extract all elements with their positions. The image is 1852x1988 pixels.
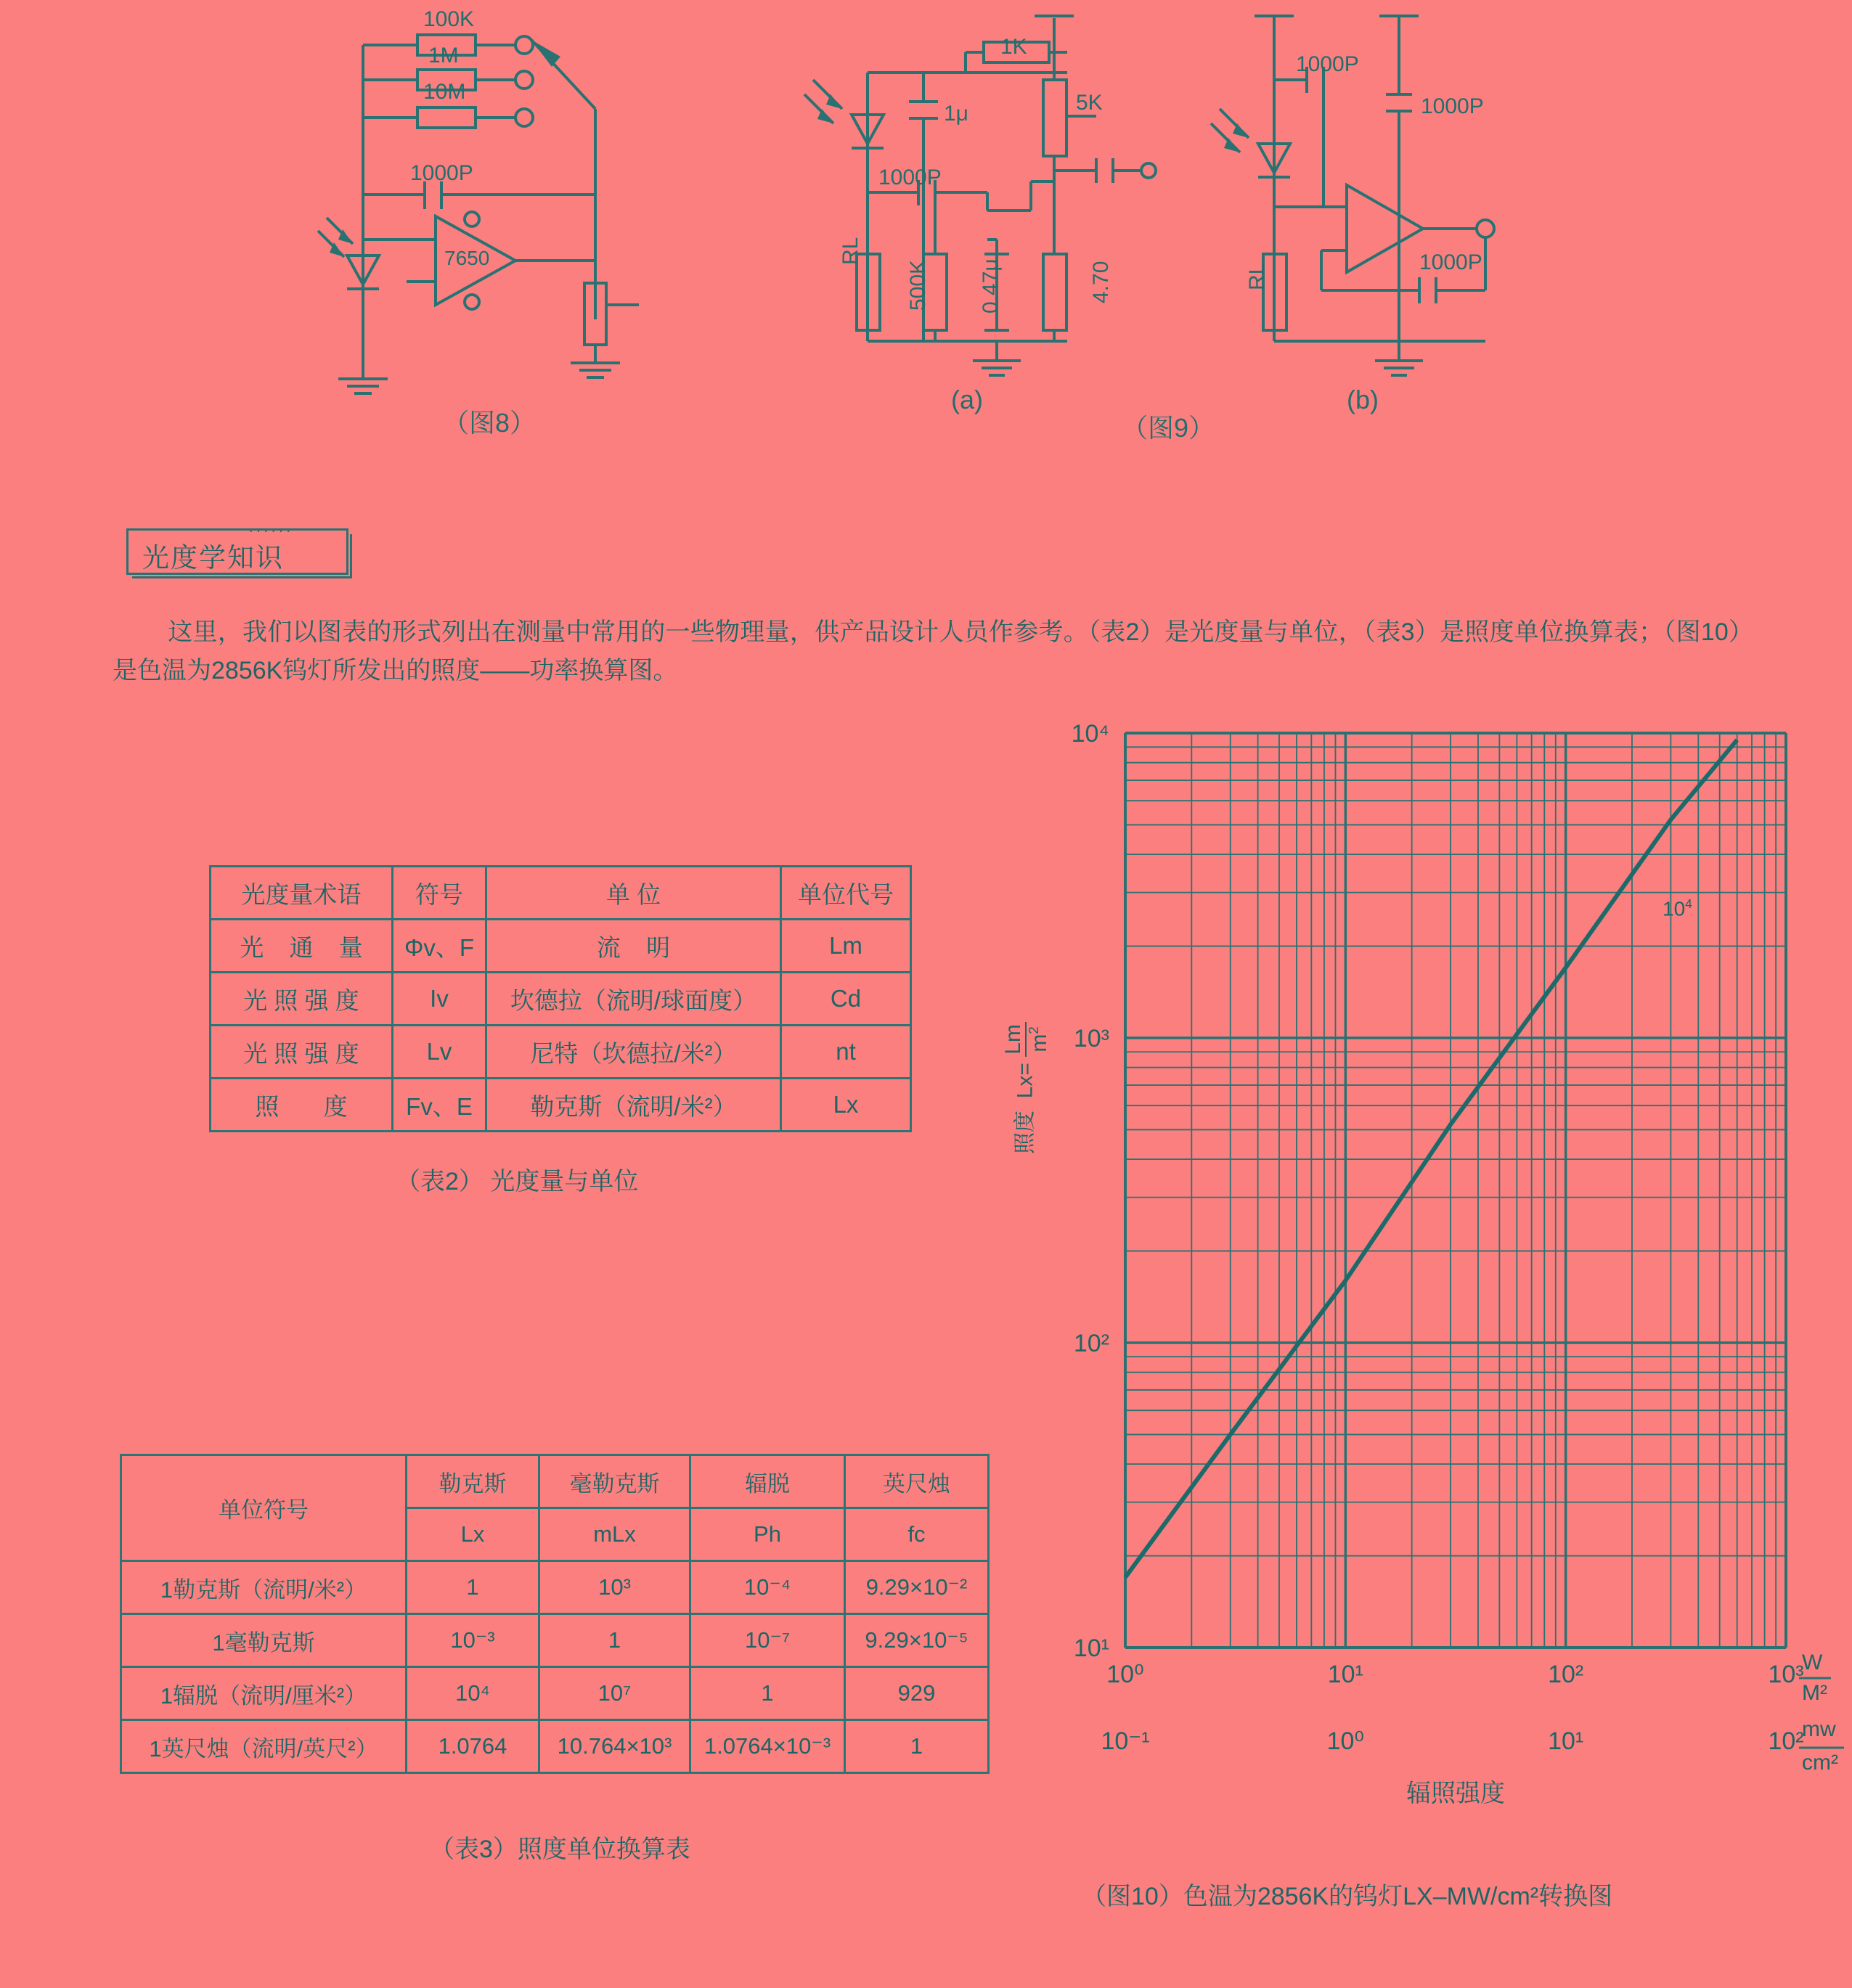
fig9-sub-a: (a)	[951, 385, 983, 414]
cell-term: 光 照 强 度	[211, 1026, 393, 1079]
cell-value: 10⁻⁴	[690, 1561, 845, 1614]
table-header-row-cn	[121, 1455, 989, 1508]
fig9b-label-rl: RL	[1245, 262, 1269, 290]
th-unit-symbol: 单位符号	[121, 1455, 407, 1561]
th-millilux-sym: mLx	[539, 1508, 690, 1561]
th-unit: 单 位	[486, 867, 781, 920]
th-phot-sym: Ph	[690, 1508, 845, 1561]
cell-value: 10⁻³	[407, 1614, 539, 1667]
svg-text:W: W	[1802, 1650, 1823, 1674]
chart-y-axis-label: 照度 Lx= Lm $m^2$	[1002, 1022, 1051, 1154]
fig9a-label-1k: 1K	[1000, 35, 1027, 59]
table-row	[211, 920, 911, 973]
cell-value: 10³	[539, 1561, 690, 1614]
cell-code: Lx	[781, 1079, 911, 1132]
circuit-diagrams-svg	[0, 0, 1852, 450]
svg-text:cm²: cm²	[1802, 1751, 1838, 1775]
fig9a-label-047u: 0.47μ	[979, 258, 1003, 314]
cell-value: 1	[407, 1561, 539, 1614]
row-label: 1辐脱（流明/厘米²）	[121, 1667, 407, 1720]
fig9a-label-500k: 500K	[906, 259, 930, 311]
svg-text:10²: 10²	[1548, 1661, 1584, 1688]
chart-caption: （图10）色温为2856K的钨灯LX–MW/cm²转换图	[1082, 1883, 1613, 1910]
fig9a-label-5k: 5K	[1076, 91, 1103, 115]
cell-value: 9.29×10⁻⁵	[845, 1614, 989, 1667]
svg-text:10⁻¹: 10⁻¹	[1101, 1727, 1150, 1755]
table2-caption: （表2） 光度量与单位	[396, 1168, 639, 1195]
svg-text:10²: 10²	[1768, 1727, 1804, 1755]
th-lux-cn: 勒克斯	[407, 1455, 539, 1508]
th-term: 光度量术语	[211, 867, 393, 920]
fig8-label-10m: 10M	[423, 80, 466, 104]
fig9a-label-1u: 1μ	[944, 102, 968, 126]
svg-text:10⁰: 10⁰	[1106, 1661, 1144, 1688]
cell-value: 10⁷	[539, 1667, 690, 1720]
th-footcandle-sym: fc	[845, 1508, 989, 1561]
svg-text:10¹: 10¹	[1327, 1661, 1363, 1688]
chart-svg	[1031, 704, 1838, 1807]
table-row	[121, 1720, 989, 1773]
cell-symbol: Lv	[393, 1026, 486, 1079]
th-millilux-cn: 毫勒克斯	[539, 1455, 690, 1508]
svg-text:10³: 10³	[1073, 1025, 1109, 1052]
cell-value: 9.29×10⁻²	[845, 1561, 989, 1614]
fig9a-label-1000p: 1000P	[878, 165, 942, 189]
heading-dots: ······	[248, 521, 293, 539]
cell-value: 10.764×10³	[539, 1720, 690, 1773]
cell-value: 1.0764×10⁻³	[690, 1720, 845, 1773]
cell-code: nt	[781, 1026, 911, 1079]
fig9b-label-1000p-top: 1000P	[1296, 52, 1359, 76]
cell-unit: 勒克斯（流明/米²）	[486, 1079, 781, 1132]
cell-value: 929	[845, 1667, 989, 1720]
svg-text:mw: mw	[1802, 1717, 1836, 1741]
fig9a-label-rl: RL	[839, 237, 862, 265]
fig9b-label-1000p-fb: 1000P	[1419, 250, 1482, 274]
th-lux-sym: Lx	[407, 1508, 539, 1561]
cell-code: Lm	[781, 920, 911, 973]
svg-text:10⁴: 10⁴	[1071, 720, 1109, 748]
table-row	[211, 973, 911, 1026]
row-label: 1英尺烛（流明/英尺²）	[121, 1720, 407, 1773]
cell-value: 1	[539, 1614, 690, 1667]
cell-unit: 流 明	[486, 920, 781, 973]
intro-text: 这里，我们以图表的形式列出在测量中常用的一些物理量，供产品设计人员作参考。（表2）是光度量与单位，（表3）是照度单位换算表；（图10）是色温为2856K钨灯所发出的照度——功率换算图。	[113, 618, 1753, 684]
table3-caption: （表3）照度单位换算表	[430, 1836, 690, 1863]
cell-value: 1	[690, 1667, 845, 1720]
cell-value: 1.0764	[407, 1720, 539, 1773]
svg-text:10⁰: 10⁰	[1326, 1727, 1365, 1755]
table3-container	[120, 1454, 990, 1774]
th-footcandle-cn: 英尺烛	[845, 1455, 989, 1508]
table-row	[121, 1561, 989, 1614]
fig9-caption: （图9）	[1122, 413, 1215, 443]
fig8-label-1000p: 1000P	[410, 161, 473, 185]
cell-symbol: Φv、F	[393, 920, 486, 973]
illuminance-conversion-table	[120, 1454, 990, 1774]
table-header-row	[211, 867, 911, 920]
section-heading	[116, 521, 363, 573]
chart-y-tick-4: $10^4$	[1663, 896, 1692, 920]
table-row	[211, 1026, 911, 1079]
cell-term: 照 度	[211, 1079, 393, 1132]
cell-symbol: Fv、E	[393, 1079, 486, 1132]
circuit-figures	[0, 0, 1852, 450]
fig8-label-100k: 100K	[423, 7, 475, 31]
svg-text:10¹: 10¹	[1548, 1727, 1584, 1755]
cell-unit: 坎德拉（流明/球面度）	[486, 973, 781, 1026]
cell-value: 10⁴	[407, 1667, 539, 1720]
fig9b-label-1000p-right: 1000P	[1421, 94, 1484, 118]
table-row	[211, 1079, 911, 1132]
photometry-units-table	[209, 865, 912, 1132]
illuminance-irradiance-chart	[1031, 704, 1838, 1807]
svg-text:10³: 10³	[1768, 1661, 1804, 1688]
svg-text:M²: M²	[1802, 1681, 1827, 1705]
fig9a-label-470: 4.70	[1089, 261, 1113, 303]
intro-paragraph	[113, 613, 1753, 690]
fig8-caption: （图8）	[443, 408, 537, 438]
cell-term: 光 通 量	[211, 920, 393, 973]
th-phot-cn: 辐脱	[690, 1455, 845, 1508]
cell-term: 光 照 强 度	[211, 973, 393, 1026]
th-unit-code: 单位代号	[781, 867, 911, 920]
section-title: 光度学知识	[142, 543, 284, 573]
fig8-label-7650: 7650	[444, 247, 490, 269]
svg-text:辐照强度: 辐照强度	[1406, 1780, 1505, 1807]
cell-code: Cd	[781, 973, 911, 1026]
row-label: 1毫勒克斯	[121, 1614, 407, 1667]
cell-symbol: Iv	[393, 973, 486, 1026]
fig8-label-1m: 1M	[428, 44, 459, 68]
row-label: 1勒克斯（流明/米²）	[121, 1561, 407, 1614]
th-symbol: 符号	[393, 867, 486, 920]
cell-unit: 尼特（坎德拉/米²）	[486, 1026, 781, 1079]
table-row	[121, 1614, 989, 1667]
table-row	[121, 1667, 989, 1720]
svg-text:10²: 10²	[1073, 1330, 1109, 1357]
cell-value: 1	[845, 1720, 989, 1773]
svg-text:10¹: 10¹	[1073, 1635, 1109, 1662]
table2-container	[209, 865, 912, 1132]
fig9-sub-b: (b)	[1347, 385, 1379, 414]
cell-value: 10⁻⁷	[690, 1614, 845, 1667]
